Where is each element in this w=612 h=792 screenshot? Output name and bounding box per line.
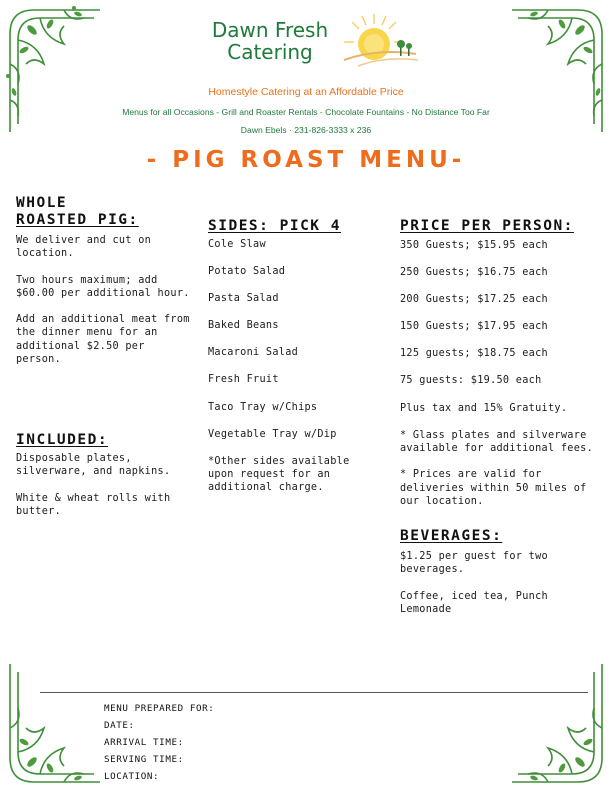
footer-divider <box>40 692 588 693</box>
sides-section <box>208 218 378 495</box>
side-item: Cole Slaw <box>208 239 266 250</box>
whole-pig-heading-underlined: ROASTED PIG: <box>16 212 139 228</box>
sun-logo-icon <box>338 8 420 80</box>
side-item: Taco Tray w/Chips <box>208 401 318 413</box>
price-tier: 125 guests; $18.75 each <box>400 348 548 360</box>
field-arrival-time: ARRIVAL TIME: <box>104 737 184 748</box>
side-item: Baked Beans <box>208 320 279 332</box>
whole-pig-paragraph: Add an additional meat from the dinner menu for an additional $2.50 per person. <box>16 314 190 366</box>
bottom-left-flourish-icon <box>4 660 104 788</box>
contact-line: Dawn Ebels · 231-826-3333 x 236 <box>240 125 372 135</box>
beverages-heading-underlined: BEVERAGES: <box>400 528 503 544</box>
whole-pig-paragraph: We deliver and cut on location. <box>16 235 152 260</box>
whole-pig-heading-line2 <box>16 212 196 229</box>
beverages-heading <box>400 528 600 545</box>
whole-pig-section <box>16 195 196 379</box>
bottom-right-flourish-icon <box>508 660 608 788</box>
pricing-section <box>400 218 605 521</box>
field-serving-time: SERVING TIME: <box>104 754 184 765</box>
sides-heading <box>208 218 378 235</box>
included-paragraph: White & wheat rolls with butter. <box>16 492 171 517</box>
field-location: LOCATION: <box>104 771 160 782</box>
sides-note: *Other sides available upon request for an additional charge. <box>208 455 350 494</box>
brand-name-line1: Dawn Fresh <box>211 18 329 42</box>
sides-heading-underlined: SIDES: PICK 4 <box>208 218 341 234</box>
brand-logo <box>195 19 345 63</box>
beverages-section <box>400 528 600 629</box>
price-tier: 150 Guests; $17.95 each <box>400 321 548 333</box>
pricing-note: * Glass plates and silverware available for additional fees. <box>400 429 594 454</box>
footer-fields <box>104 700 214 785</box>
whole-pig-heading <box>16 195 196 229</box>
price-tier: 200 Guests; $17.25 each <box>400 294 548 306</box>
side-item: Macaroni Salad <box>208 347 299 359</box>
included-section <box>16 432 196 531</box>
menu-title: - PIG ROAST MENU- <box>146 147 466 173</box>
beverages-paragraph: Coffee, iced tea, Punch Lemonade <box>400 590 548 615</box>
side-item: Pasta Salad <box>208 293 279 305</box>
side-item: Vegetable Tray w/Dip <box>208 428 337 440</box>
tagline: Homestyle Catering at an Affordable Price <box>208 86 404 98</box>
included-heading <box>16 432 196 449</box>
side-item: Fresh Fruit <box>208 374 279 386</box>
included-heading-underlined: INCLUDED: <box>16 432 109 448</box>
tax-note: Plus tax and 15% Gratuity. <box>400 402 568 414</box>
included-paragraph: Disposable plates, silverware, and napkins. <box>16 453 171 478</box>
price-tier: 250 Guests; $16.75 each <box>400 267 548 279</box>
services-line: Menus for all Occasions - Grill and Roaster Rentals - Chocolate Fountains - No Distance Too Far <box>122 107 490 117</box>
brand-name-line2: Catering <box>227 40 313 64</box>
field-menu-prepared-for: MENU PREPARED FOR: <box>104 703 215 714</box>
whole-pig-paragraph: Two hours maximum; add $60.00 per additional hour. <box>16 274 190 299</box>
price-tier: 350 Guests; $15.95 each <box>400 240 548 251</box>
pricing-heading <box>400 218 605 235</box>
field-date: DATE: <box>104 720 135 731</box>
pricing-heading-underlined: PRICE PER PERSON: <box>400 218 574 234</box>
pricing-note: * Prices are valid for deliveries within 50 miles of our location. <box>400 469 587 507</box>
beverages-paragraph: $1.25 per guest for two beverages. <box>400 551 548 576</box>
side-item: Potato Salad <box>208 266 286 278</box>
price-tier: 75 guests: $19.50 each <box>400 375 542 387</box>
whole-pig-heading-line1: WHOLE <box>16 195 68 211</box>
